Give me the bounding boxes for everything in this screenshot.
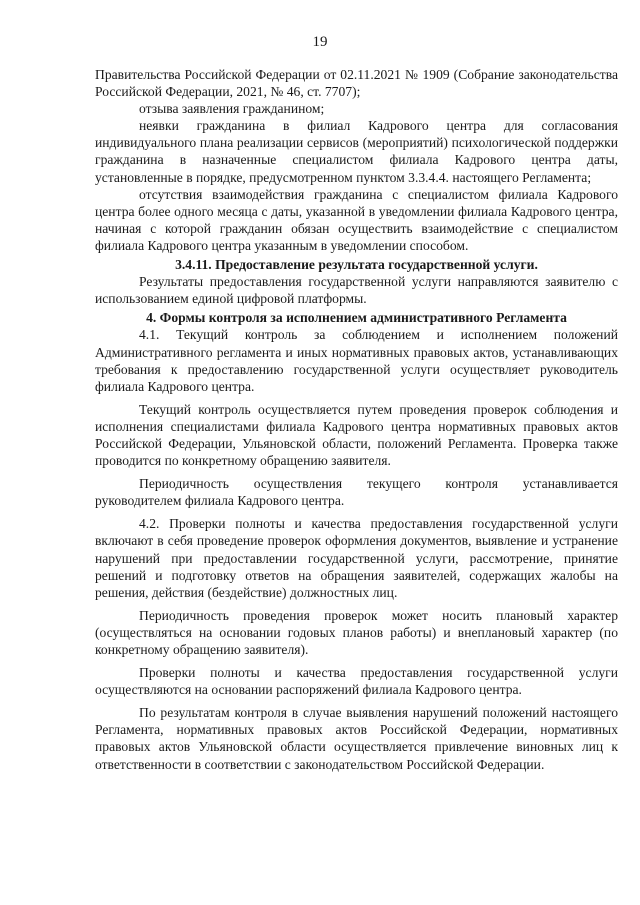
section4-paragraph-3: Периодичность осуществления текущего контроля устанавливается руководителем филиала Кадрового центра.	[95, 476, 618, 509]
paragraph-3: неявки гражданина в филиал Кадрового центра для согласования индивидуального плана реализации сервисов (мероприятий) психологической поддержки гражданина в назначенные специалистом филиала Кадрового центра даты, установленные в порядке, предусмотренном пунктом 3.3.4.4. настоящего Регламента;	[95, 118, 618, 185]
section4-paragraph-7: По результатам контроля в случае выявления нарушений положений настоящего Регламента, нормативных правовых актов Российской Федерации, нормативных правовых актов Ульяновской области осуществляется привлечение виновных лиц к ответственности в соответствии с законодательством Российской Федерации.	[95, 705, 618, 772]
paragraph-2: отзыва заявления гражданином;	[139, 101, 325, 117]
section4-paragraph-4: 4.2. Проверки полноты и качества предоставления государственной услуги включают в себя проведение проверок оформления документов, выявление и устранение нарушений при предоставлении государственной услуги, рассмотрение, принятие решений и подготовку ответов на обращения заявителей, содержащих жалобы на решения, действия (бездействие) должностных лиц.	[95, 516, 618, 600]
section4-paragraph-1: 4.1. Текущий контроль за соблюдением и исполнением положений Административного регламента и иных нормативных правовых актов, устанавливающих требования к предоставлению государственной услуги осуществляет руководитель филиала Кадрового центра.	[95, 327, 618, 394]
section4-paragraph-5: Периодичность проведения проверок может носить плановый характер (осуществляться на основании годовых планов работы) и внеплановый характер (по конкретному обращению заявителя).	[95, 607, 618, 657]
document-body	[95, 66, 618, 773]
paragraph-results: Результаты предоставления государственной услуги направляются заявителю с использованием единой цифровой платформы.	[95, 274, 618, 307]
heading-3-4-11: 3.4.11. Предоставление результата государственной услуги.	[175, 257, 538, 273]
page-number: 19	[312, 34, 328, 50]
heading-section-4: 4. Формы контроля за исполнением административного Регламента	[146, 310, 567, 326]
paragraph-4: отсутствия взаимодействия гражданина с специалистом филиала Кадрового центра более одного месяца с даты, указанной в уведомлении филиала Кадрового центра, начиная с которой гражданин обязан осуществить взаимодействие с специалистом филиала Кадрового центра указанным в уведомлении способом.	[95, 186, 618, 253]
paragraph-1: Правительства Российской Федерации от 02.11.2021 № 1909 (Собрание законодательства Российской Федерации, 2021, № 46, ст. 7707);	[95, 67, 618, 100]
section4-paragraph-2: Текущий контроль осуществляется путем проведения проверок соблюдения и исполнения специалистами филиала Кадрового центра нормативных правовых актов Российской Федерации, Ульяновской области, положений Регламента. Проверка также проводится по конкретному обращению заявителя.	[95, 401, 618, 469]
section4-paragraph-6: Проверки полноты и качества предоставления государственной услуги осуществляются на основании распоряжений филиала Кадрового центра.	[95, 665, 618, 698]
